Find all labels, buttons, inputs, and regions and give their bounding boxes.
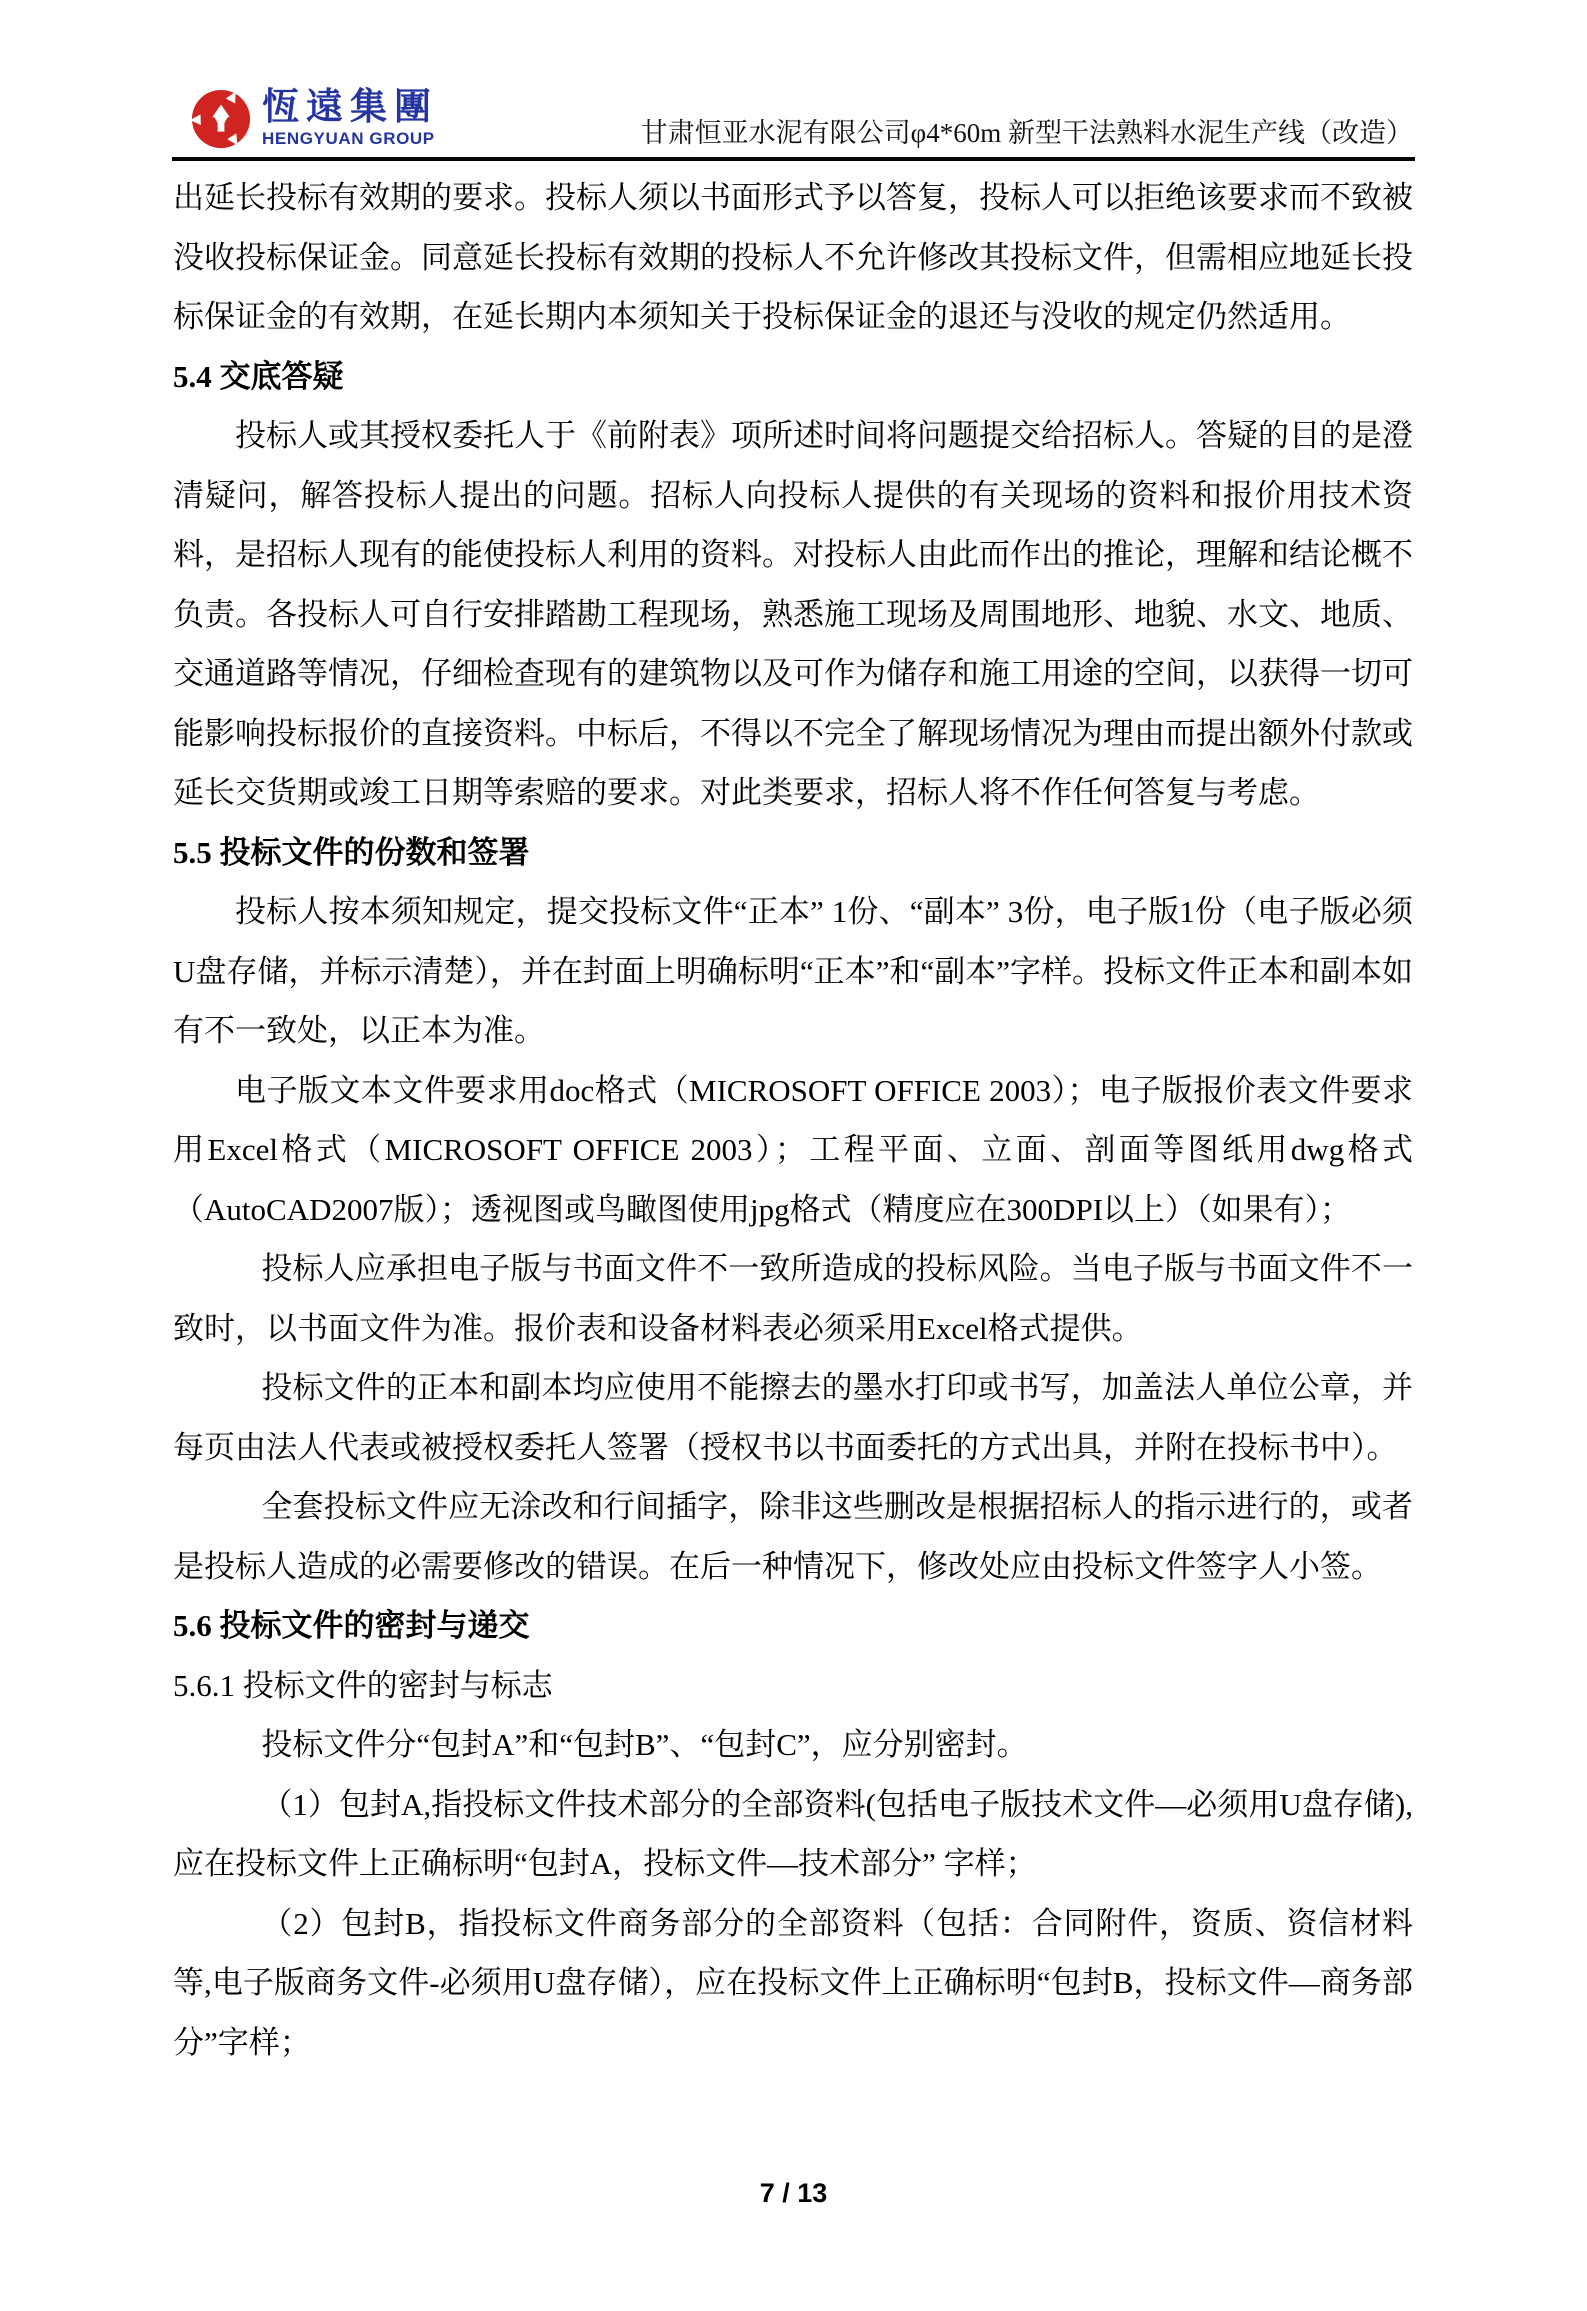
page-number: 7 / 13 bbox=[759, 2178, 828, 2208]
paragraph: （1）包封A,指投标文件技术部分的全部资料(包括电子版技术文件—必须用U盘存储),应在投标文件上正确标明“包封A，投标文件—技术部分” 字样； bbox=[173, 1786, 1413, 1881]
document-body bbox=[173, 168, 1413, 2072]
paragraph: 投标文件分“包封A”和“包封B”、“包封C”，应分别密封。 bbox=[261, 1727, 1028, 1762]
header-document-title: 甘肃恒亚水泥有限公司φ4*60m 新型干法熟料水泥生产线（改造） bbox=[640, 118, 1413, 148]
section-heading: 5.6 投标文件的密封与递交 bbox=[173, 1608, 530, 1643]
paragraph: 投标文件的正本和副本均应使用不能擦去的墨水打印或书写，加盖法人单位公章，并每页由法人代表或被授权委托人签署（授权书以书面委托的方式出具，并附在投标书中）。 bbox=[173, 1370, 1413, 1465]
paragraph: 投标人或其授权委托人于《前附表》项所述时间将问题提交给招标人。答疑的目的是澄清疑问，解答投标人提出的问题。招标人向投标人提供的有关现场的资料和报价用技术资料，是招标人现有的能使投标人利用的资料。对投标人由此而作出的推论，理解和结论概不负责。各投标人可自行安排踏勘工程现场，熟悉施工现场及周围地形、地貌、水文、地质、交通道路等情况，仔细检查现有的建筑物以及可作为储存和施工用途的空间，以获得一切可能影响投标报价的直接资料。中标后，不得以不完全了解现场情况为理由而提出额外付款或延长交货期或竣工日期等索赔的要求。对此类要求，招标人将不作任何答复与考虑。 bbox=[173, 418, 1413, 810]
page-header bbox=[0, 0, 1587, 162]
section-subheading: 5.6.1 投标文件的密封与标志 bbox=[173, 1667, 553, 1703]
paragraph: 投标人应承担电子版与书面文件不一致所造成的投标风险。当电子版与书面文件不一致时，以书面文件为准。报价表和设备材料表必须采用Excel格式提供。 bbox=[173, 1251, 1413, 1346]
section-heading: 5.4 交底答疑 bbox=[173, 358, 344, 394]
logo-english-name: HENGYUAN GROUP bbox=[262, 129, 435, 148]
paragraph: 出延长投标有效期的要求。投标人须以书面形式予以答复，投标人可以拒绝该要求而不致被没收投标保证金。同意延长投标有效期的投标人不允许修改其投标文件，但需相应地延长投标保证金的有效期，在延长期内本须知关于投标保证金的退还与没收的规定仍然适用。 bbox=[173, 180, 1413, 334]
paragraph: 电子版文本文件要求用doc格式（MICROSOFT OFFICE 2003）；电子版报价表文件要求用Excel格式（MICROSOFT OFFICE 2003）；工程平面、立面、剖面等图纸用dwg格式（AutoCAD2007版）；透视图或鸟瞰图使用jpg格式（精度应在300DPI以上）（如果有）； bbox=[173, 1072, 1413, 1227]
paragraph: 投标人按本须知规定，提交投标文件“正本” 1份、“副本” 3份，电子版1份（电子版必须U盘存储，并标示清楚），并在封面上明确标明“正本”和“副本”字样。投标文件正本和副本如有不一致处，以正本为准。 bbox=[173, 894, 1413, 1048]
header-rule bbox=[172, 157, 1415, 161]
section-heading: 5.5 投标文件的份数和签署 bbox=[173, 834, 530, 870]
logo-chinese-name: 恆遠集團 bbox=[262, 87, 438, 128]
paragraph: 全套投标文件应无涂改和行间插字，除非这些删改是根据招标人的指示进行的，或者是投标人造成的必需要修改的错误。在后一种情况下，修改处应由投标文件签字人小签。 bbox=[173, 1489, 1413, 1584]
page-footer bbox=[0, 2178, 1587, 2209]
paragraph: （2）包封B，指投标文件商务部分的全部资料（包括：合同附件，资质、资信材料等,电子版商务文件-必须用U盘存储），应在投标文件上正确标明“包封B，投标文件—商务部分”字样； bbox=[173, 1905, 1413, 2060]
